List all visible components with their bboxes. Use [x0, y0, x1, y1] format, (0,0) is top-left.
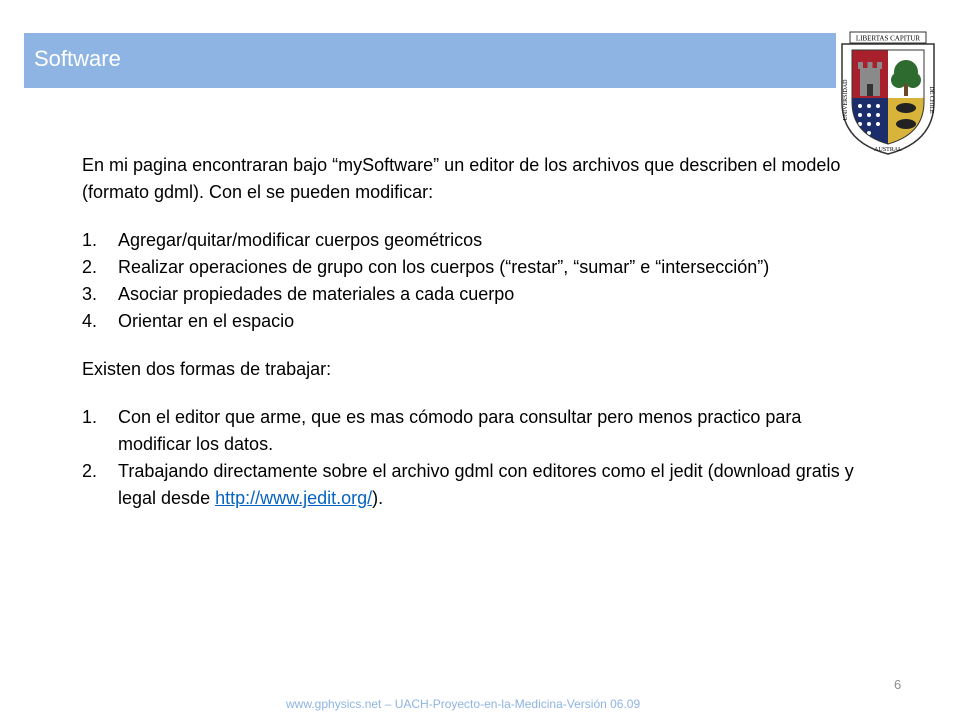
intro-paragraph: En mi pagina encontraran bajo “mySoftware” un editor de los archivos que describen el modelo (formato gdml). Con el se pueden modificar: [82, 155, 841, 202]
page-number: 6 [894, 677, 902, 692]
list-item-text: Asociar propiedades de materiales a cada cuerpo [118, 284, 515, 304]
editor-features-list [82, 227, 862, 335]
list-number: 2. [82, 461, 98, 481]
list-item [82, 254, 862, 281]
list-number: 4. [82, 311, 98, 331]
footer-text: www.gphysics.net – UACH-Proyecto-en-la-Medicina-Versión 06.09 [286, 697, 641, 711]
logo-right-text: DE CHILE [928, 86, 934, 114]
slide-content [82, 152, 862, 512]
list-number: 2. [82, 257, 98, 277]
list-item [82, 404, 862, 458]
logo-left-text: UNIVERSIDAD [843, 79, 849, 121]
logo-bottom-text: AUSTRAL [874, 147, 902, 153]
list-item-text: Realizar operaciones de grupo con los cuerpos (“restar”, “sumar” e “intersección”) [118, 257, 770, 277]
university-crest-logo [836, 28, 940, 158]
list-number: 3. [82, 284, 98, 304]
slide-title: Software [34, 46, 121, 71]
ways-heading: Existen dos formas de trabajar: [82, 359, 332, 379]
list-item [82, 458, 862, 512]
jedit-link[interactable]: http://www.jedit.org/ [215, 488, 373, 508]
list-item-text: Con el editor que arme, que es mas cómodo para consultar pero menos practico para modificar los datos. [118, 407, 802, 454]
list-item-text-end: ). [372, 488, 384, 508]
logo-banner-text: LIBERTAS CAPITUR [855, 34, 921, 43]
list-number: 1. [82, 230, 98, 250]
list-item-text: Agregar/quitar/modificar cuerpos geométricos [118, 230, 483, 250]
list-item [82, 308, 862, 335]
list-item [82, 227, 862, 254]
list-item-text: Orientar en el espacio [118, 311, 295, 331]
list-item [82, 281, 862, 308]
title-bar [24, 33, 836, 88]
list-item-text: Trabajando directamente sobre el archivo gdml con editores como el jedit (download gratis y legal desde [118, 461, 854, 508]
work-methods-list [82, 404, 862, 512]
list-number: 1. [82, 407, 98, 427]
